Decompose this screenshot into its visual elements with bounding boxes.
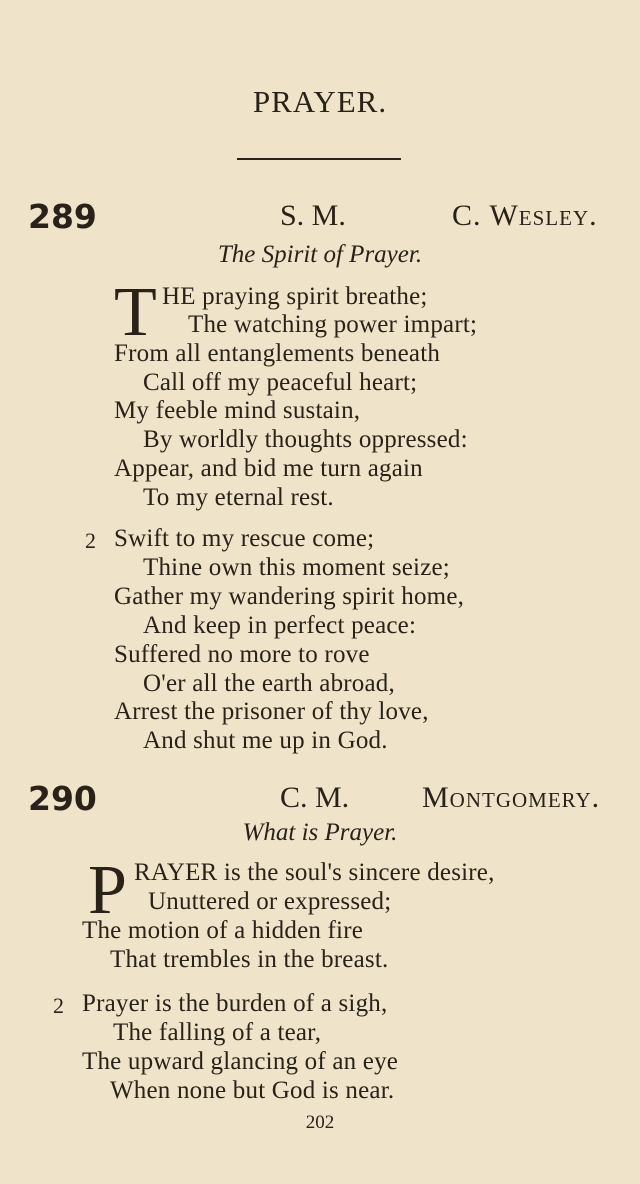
verse-line: Appear, and bid me turn again bbox=[114, 455, 423, 482]
opening-caps: RAYER bbox=[134, 859, 218, 886]
verse-line: Arrest the prisoner of thy love, bbox=[114, 698, 429, 725]
verse-line: And shut me up in God. bbox=[143, 727, 388, 754]
verse-line: Suffered no more to rove bbox=[114, 641, 370, 668]
hymn-meter: S. M. bbox=[280, 199, 346, 232]
verse-line: The upward glancing of an eye bbox=[82, 1048, 399, 1075]
verse-line: O'er all the earth abroad, bbox=[143, 670, 395, 697]
drop-cap: T bbox=[114, 274, 157, 351]
hymn-meter: C. M. bbox=[280, 781, 350, 814]
section-title: PRAYER. bbox=[252, 84, 388, 119]
verse-line: From all entanglements beneath bbox=[114, 340, 441, 367]
verse-line bbox=[162, 283, 428, 311]
verse-line: By worldly thoughts oppressed: bbox=[143, 426, 468, 453]
verse-line: The motion of a hidden fire bbox=[82, 917, 364, 944]
drop-cap: P bbox=[88, 852, 127, 929]
verse-line: Prayer is the burden of a sigh, bbox=[82, 990, 388, 1017]
hymn-author: Montgomery. bbox=[422, 781, 601, 814]
verse-line: That trembles in the breast. bbox=[110, 946, 389, 973]
hymn-author: C. Wesley. bbox=[452, 199, 598, 232]
hymn-title: The Spirit of Prayer. bbox=[217, 241, 423, 268]
verse-line: Call off my peaceful heart; bbox=[143, 369, 418, 396]
verse-line bbox=[134, 859, 495, 887]
line-text: is the soul's sincere desire, bbox=[217, 859, 495, 886]
verse-line: The watching power impart; bbox=[188, 311, 478, 338]
verse-line: To my eternal rest. bbox=[143, 484, 334, 511]
verse-line: Swift to my rescue come; bbox=[114, 525, 375, 552]
verse-line: And keep in perfect peace: bbox=[143, 612, 417, 639]
verse-line: Gather my wandering spirit home, bbox=[114, 583, 465, 610]
verse-line: Unuttered or expressed; bbox=[148, 888, 392, 915]
hymn-title: What is Prayer. bbox=[242, 819, 398, 846]
line-text: praying spirit breathe; bbox=[195, 283, 428, 310]
verse-line: The falling of a tear, bbox=[113, 1019, 322, 1046]
verse-line: My feeble mind sustain, bbox=[114, 397, 361, 424]
verse-number: 2 bbox=[53, 993, 64, 1018]
opening-caps: HE bbox=[162, 283, 196, 310]
hymn-number: 289 bbox=[28, 197, 97, 236]
hymn-number: 290 bbox=[28, 779, 97, 818]
verse-line: When none but God is near. bbox=[110, 1077, 395, 1104]
verse-number: 2 bbox=[85, 528, 96, 553]
page-number: 202 bbox=[305, 1112, 335, 1133]
title-rule bbox=[237, 158, 401, 160]
verse-line: Thine own this moment seize; bbox=[143, 554, 450, 581]
